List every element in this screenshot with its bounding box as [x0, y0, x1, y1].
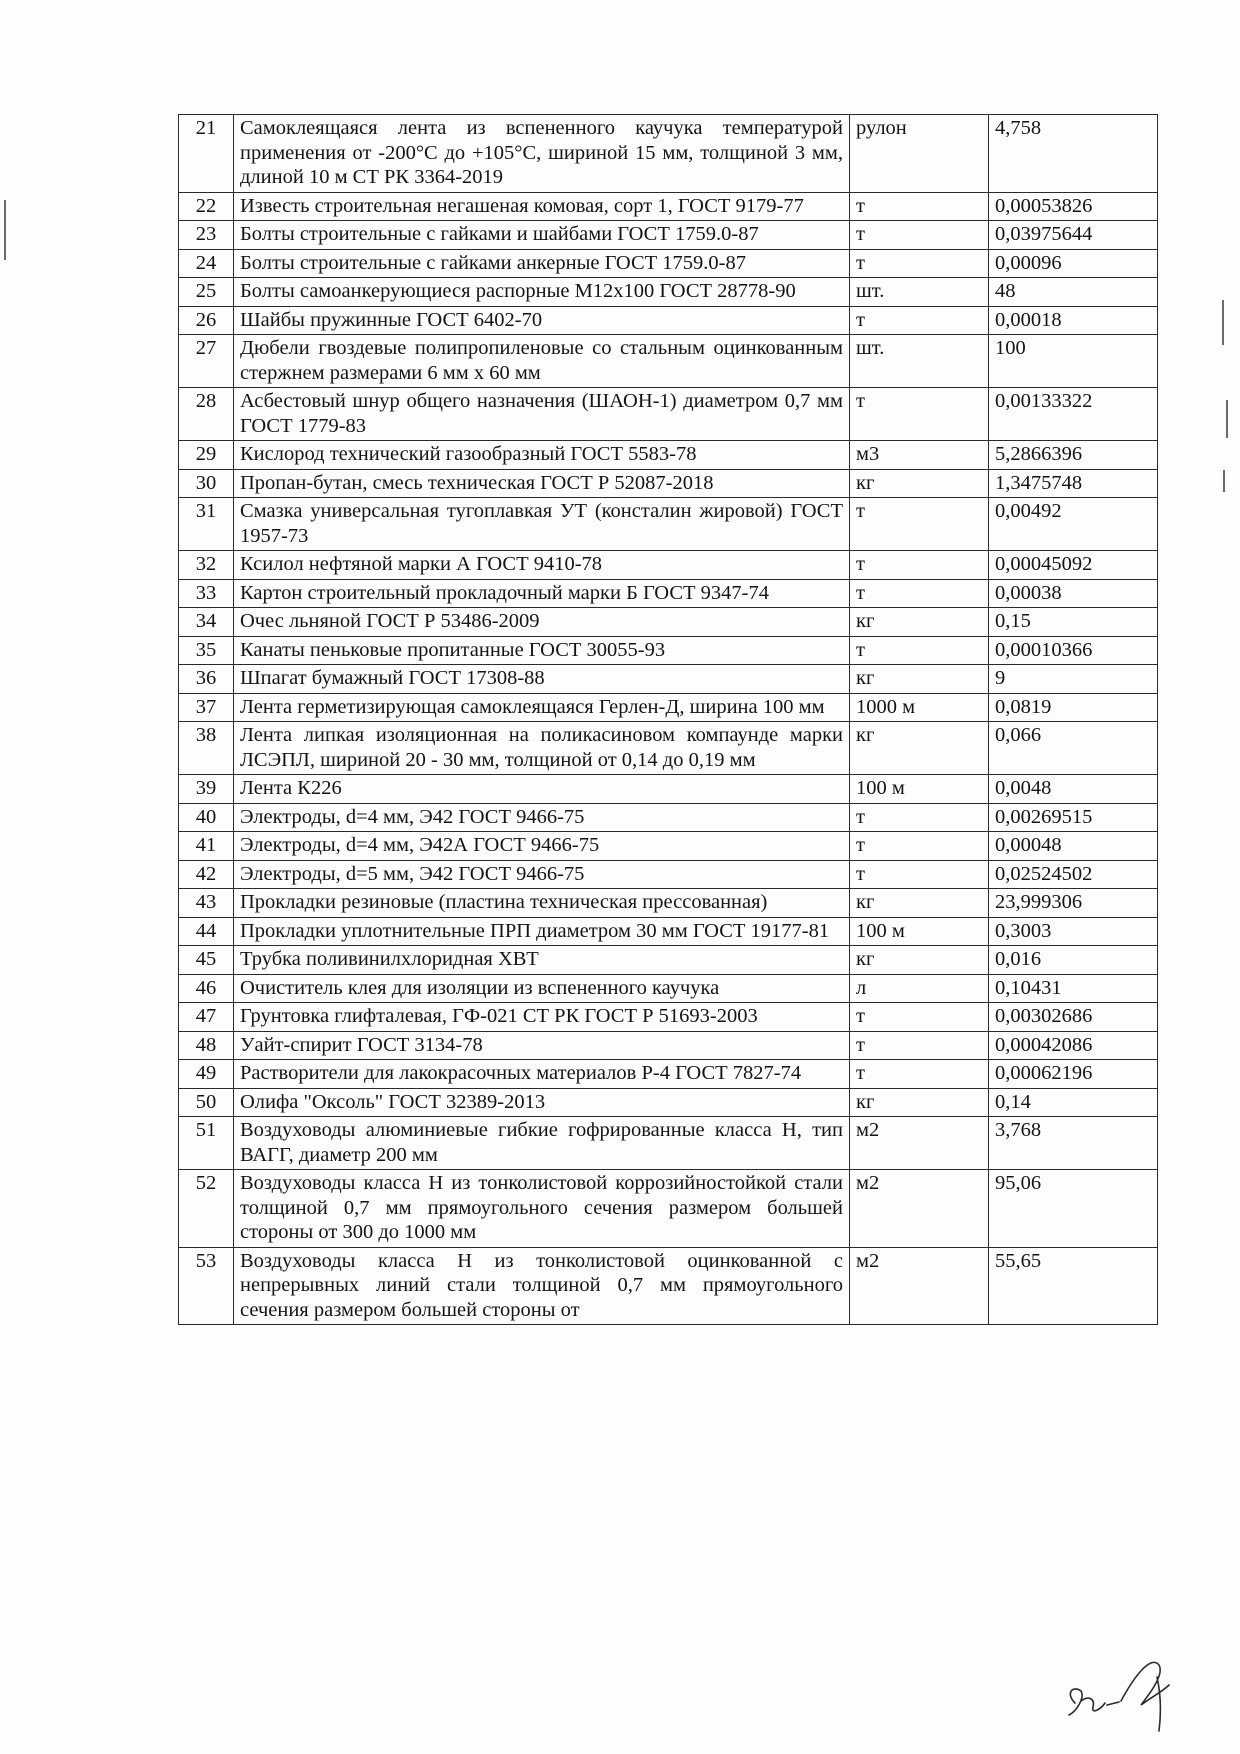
unit-of-measure: м2: [850, 1117, 989, 1170]
material-name: Прокладки уплотнительные ПРП диаметром 30 мм ГОСТ 19177-81: [234, 917, 850, 946]
material-name: Воздуховоды класса Н из тонколистовой коррозийностойкой стали толщиной 0,7 мм прямоугольного сечения размером большей стороны от 300 до 1000 мм: [234, 1170, 850, 1248]
quantity: 5,2866396: [989, 441, 1158, 470]
table-row: [179, 860, 1158, 889]
material-name: Лента К226: [234, 775, 850, 804]
table-row: [179, 278, 1158, 307]
material-name: Электроды, d=5 мм, Э42 ГОСТ 9466-75: [234, 860, 850, 889]
unit-of-measure: кг: [850, 722, 989, 775]
table-row: [179, 1088, 1158, 1117]
table-row: [179, 722, 1158, 775]
table-row: [179, 946, 1158, 975]
unit-of-measure: т: [850, 1003, 989, 1032]
table-row: [179, 469, 1158, 498]
unit-of-measure: т: [850, 498, 989, 551]
unit-of-measure: кг: [850, 889, 989, 918]
row-number: 43: [179, 889, 234, 918]
material-name: Очес льняной ГОСТ Р 53486-2009: [234, 608, 850, 637]
unit-of-measure: т: [850, 1031, 989, 1060]
unit-of-measure: кг: [850, 1088, 989, 1117]
unit-of-measure: 100 м: [850, 917, 989, 946]
table-row: [179, 335, 1158, 388]
material-name: Воздуховоды класса Н из тонколистовой оцинкованной с непрерывных линий стали толщиной 0,7 мм прямоугольного сечения размером большей стороны от: [234, 1247, 850, 1325]
quantity: 0,03975644: [989, 221, 1158, 250]
unit-of-measure: м2: [850, 1247, 989, 1325]
row-number: 22: [179, 192, 234, 221]
table-row: [179, 1170, 1158, 1248]
quantity: 0,0048: [989, 775, 1158, 804]
row-number: 35: [179, 636, 234, 665]
quantity: 0,00042086: [989, 1031, 1158, 1060]
unit-of-measure: рулон: [850, 115, 989, 193]
table-row: [179, 917, 1158, 946]
row-number: 31: [179, 498, 234, 551]
material-name: Лента герметизирующая самоклеящаяся Герлен-Д, ширина 100 мм: [234, 693, 850, 722]
material-name: Олифа "Оксоль" ГОСТ 32389-2013: [234, 1088, 850, 1117]
quantity: 0,066: [989, 722, 1158, 775]
table-row: [179, 889, 1158, 918]
quantity: 0,00045092: [989, 551, 1158, 580]
quantity: 0,10431: [989, 974, 1158, 1003]
material-name: Воздуховоды алюминиевые гибкие гофрированные класса Н, тип ВАГГ, диаметр 200 мм: [234, 1117, 850, 1170]
table-row: [179, 192, 1158, 221]
table-row: [179, 579, 1158, 608]
table-row: [179, 1003, 1158, 1032]
scan-edge-mark: [1226, 400, 1228, 438]
material-name: Известь строительная негашеная комовая, сорт 1, ГОСТ 9179-77: [234, 192, 850, 221]
quantity: 95,06: [989, 1170, 1158, 1248]
material-name: Асбестовый шнур общего назначения (ШАОН-1) диаметром 0,7 мм ГОСТ 1779-83: [234, 388, 850, 441]
quantity: 0,00302686: [989, 1003, 1158, 1032]
material-name: Болты строительные с гайками и шайбами ГОСТ 1759.0-87: [234, 221, 850, 250]
quantity: 4,758: [989, 115, 1158, 193]
material-name: Прокладки резиновые (пластина техническая прессованная): [234, 889, 850, 918]
row-number: 39: [179, 775, 234, 804]
unit-of-measure: т: [850, 860, 989, 889]
table-row: [179, 441, 1158, 470]
quantity: 0,00269515: [989, 803, 1158, 832]
row-number: 41: [179, 832, 234, 861]
material-name: Лента липкая изоляционная на поликасиновом компаунде марки ЛСЭПЛ, шириной 20 - 30 мм, толщиной от 0,14 до 0,19 мм: [234, 722, 850, 775]
handwritten-signature: [1055, 1645, 1205, 1735]
row-number: 33: [179, 579, 234, 608]
quantity: 23,999306: [989, 889, 1158, 918]
row-number: 36: [179, 665, 234, 694]
unit-of-measure: шт.: [850, 278, 989, 307]
table-row: [179, 1247, 1158, 1325]
table-row: [179, 388, 1158, 441]
quantity: 48: [989, 278, 1158, 307]
table-row: [179, 551, 1158, 580]
unit-of-measure: шт.: [850, 335, 989, 388]
unit-of-measure: 1000 м: [850, 693, 989, 722]
quantity: 0,00492: [989, 498, 1158, 551]
material-name: Пропан-бутан, смесь техническая ГОСТ Р 52087-2018: [234, 469, 850, 498]
row-number: 51: [179, 1117, 234, 1170]
quantity: 0,14: [989, 1088, 1158, 1117]
unit-of-measure: 100 м: [850, 775, 989, 804]
row-number: 32: [179, 551, 234, 580]
table-row: [179, 221, 1158, 250]
material-name: Ксилол нефтяной марки А ГОСТ 9410-78: [234, 551, 850, 580]
row-number: 27: [179, 335, 234, 388]
quantity: 0,00062196: [989, 1060, 1158, 1089]
quantity: 0,00133322: [989, 388, 1158, 441]
quantity: 0,00096: [989, 249, 1158, 278]
row-number: 26: [179, 306, 234, 335]
row-number: 47: [179, 1003, 234, 1032]
row-number: 52: [179, 1170, 234, 1248]
scan-edge-mark: [4, 200, 6, 260]
material-name: Самоклеящаяся лента из вспененного каучука температурой применения от -200°С до +105°С, шириной 15 мм, толщиной 3 мм, длиной 10 м СТ РК 3364-2019: [234, 115, 850, 193]
unit-of-measure: т: [850, 551, 989, 580]
row-number: 38: [179, 722, 234, 775]
table-row: [179, 1031, 1158, 1060]
quantity: 100: [989, 335, 1158, 388]
quantity: 0,0819: [989, 693, 1158, 722]
row-number: 40: [179, 803, 234, 832]
row-number: 25: [179, 278, 234, 307]
table-row: [179, 115, 1158, 193]
quantity: 0,02524502: [989, 860, 1158, 889]
table-row: [179, 306, 1158, 335]
unit-of-measure: кг: [850, 608, 989, 637]
quantity: 0,016: [989, 946, 1158, 975]
material-name: Кислород технический газообразный ГОСТ 5583-78: [234, 441, 850, 470]
quantity: 1,3475748: [989, 469, 1158, 498]
table-row: [179, 775, 1158, 804]
unit-of-measure: л: [850, 974, 989, 1003]
row-number: 29: [179, 441, 234, 470]
row-number: 30: [179, 469, 234, 498]
row-number: 44: [179, 917, 234, 946]
quantity: 55,65: [989, 1247, 1158, 1325]
quantity: 9: [989, 665, 1158, 694]
row-number: 46: [179, 974, 234, 1003]
unit-of-measure: т: [850, 221, 989, 250]
table-row: [179, 832, 1158, 861]
unit-of-measure: кг: [850, 469, 989, 498]
material-name: Болты самоанкерующиеся распорные М12х100 ГОСТ 28778-90: [234, 278, 850, 307]
table-row: [179, 498, 1158, 551]
quantity: 0,15: [989, 608, 1158, 637]
scan-edge-mark: [1223, 470, 1225, 492]
unit-of-measure: м3: [850, 441, 989, 470]
unit-of-measure: т: [850, 192, 989, 221]
row-number: 49: [179, 1060, 234, 1089]
table-row: [179, 1117, 1158, 1170]
material-name: Трубка поливинилхлоридная ХВТ: [234, 946, 850, 975]
material-name: Уайт-спирит ГОСТ 3134-78: [234, 1031, 850, 1060]
material-name: Смазка универсальная тугоплавкая УТ (консталин жировой) ГОСТ 1957-73: [234, 498, 850, 551]
unit-of-measure: т: [850, 388, 989, 441]
unit-of-measure: кг: [850, 665, 989, 694]
unit-of-measure: м2: [850, 1170, 989, 1248]
material-name: Электроды, d=4 мм, Э42 ГОСТ 9466-75: [234, 803, 850, 832]
row-number: 28: [179, 388, 234, 441]
unit-of-measure: т: [850, 306, 989, 335]
material-name: Растворители для лакокрасочных материалов Р-4 ГОСТ 7827-74: [234, 1060, 850, 1089]
unit-of-measure: т: [850, 579, 989, 608]
material-name: Картон строительный прокладочный марки Б ГОСТ 9347-74: [234, 579, 850, 608]
quantity: 3,768: [989, 1117, 1158, 1170]
quantity: 0,00053826: [989, 192, 1158, 221]
scan-edge-mark: [1222, 300, 1224, 345]
row-number: 23: [179, 221, 234, 250]
table-row: [179, 636, 1158, 665]
materials-table-body: [179, 115, 1158, 1325]
material-name: Шпагат бумажный ГОСТ 17308-88: [234, 665, 850, 694]
row-number: 24: [179, 249, 234, 278]
materials-table: [178, 114, 1158, 1325]
material-name: Канаты пеньковые пропитанные ГОСТ 30055-93: [234, 636, 850, 665]
material-name: Очиститель клея для изоляции из вспененного каучука: [234, 974, 850, 1003]
table-row: [179, 693, 1158, 722]
quantity: 0,00048: [989, 832, 1158, 861]
quantity: 0,00010366: [989, 636, 1158, 665]
material-name: Грунтовка глифталевая, ГФ-021 СТ РК ГОСТ Р 51693-2003: [234, 1003, 850, 1032]
table-row: [179, 974, 1158, 1003]
unit-of-measure: т: [850, 803, 989, 832]
quantity: 0,3003: [989, 917, 1158, 946]
quantity: 0,00038: [989, 579, 1158, 608]
material-name: Болты строительные с гайками анкерные ГОСТ 1759.0-87: [234, 249, 850, 278]
material-name: Шайбы пружинные ГОСТ 6402-70: [234, 306, 850, 335]
row-number: 50: [179, 1088, 234, 1117]
unit-of-measure: т: [850, 832, 989, 861]
table-row: [179, 1060, 1158, 1089]
material-name: Дюбели гвоздевые полипропиленовые со стальным оцинкованным стержнем размерами 6 мм х 60 мм: [234, 335, 850, 388]
table-row: [179, 608, 1158, 637]
quantity: 0,00018: [989, 306, 1158, 335]
unit-of-measure: т: [850, 249, 989, 278]
row-number: 42: [179, 860, 234, 889]
material-name: Электроды, d=4 мм, Э42А ГОСТ 9466-75: [234, 832, 850, 861]
row-number: 37: [179, 693, 234, 722]
row-number: 34: [179, 608, 234, 637]
row-number: 21: [179, 115, 234, 193]
row-number: 53: [179, 1247, 234, 1325]
table-row: [179, 803, 1158, 832]
unit-of-measure: т: [850, 1060, 989, 1089]
row-number: 45: [179, 946, 234, 975]
unit-of-measure: кг: [850, 946, 989, 975]
unit-of-measure: т: [850, 636, 989, 665]
table-row: [179, 665, 1158, 694]
row-number: 48: [179, 1031, 234, 1060]
table-row: [179, 249, 1158, 278]
